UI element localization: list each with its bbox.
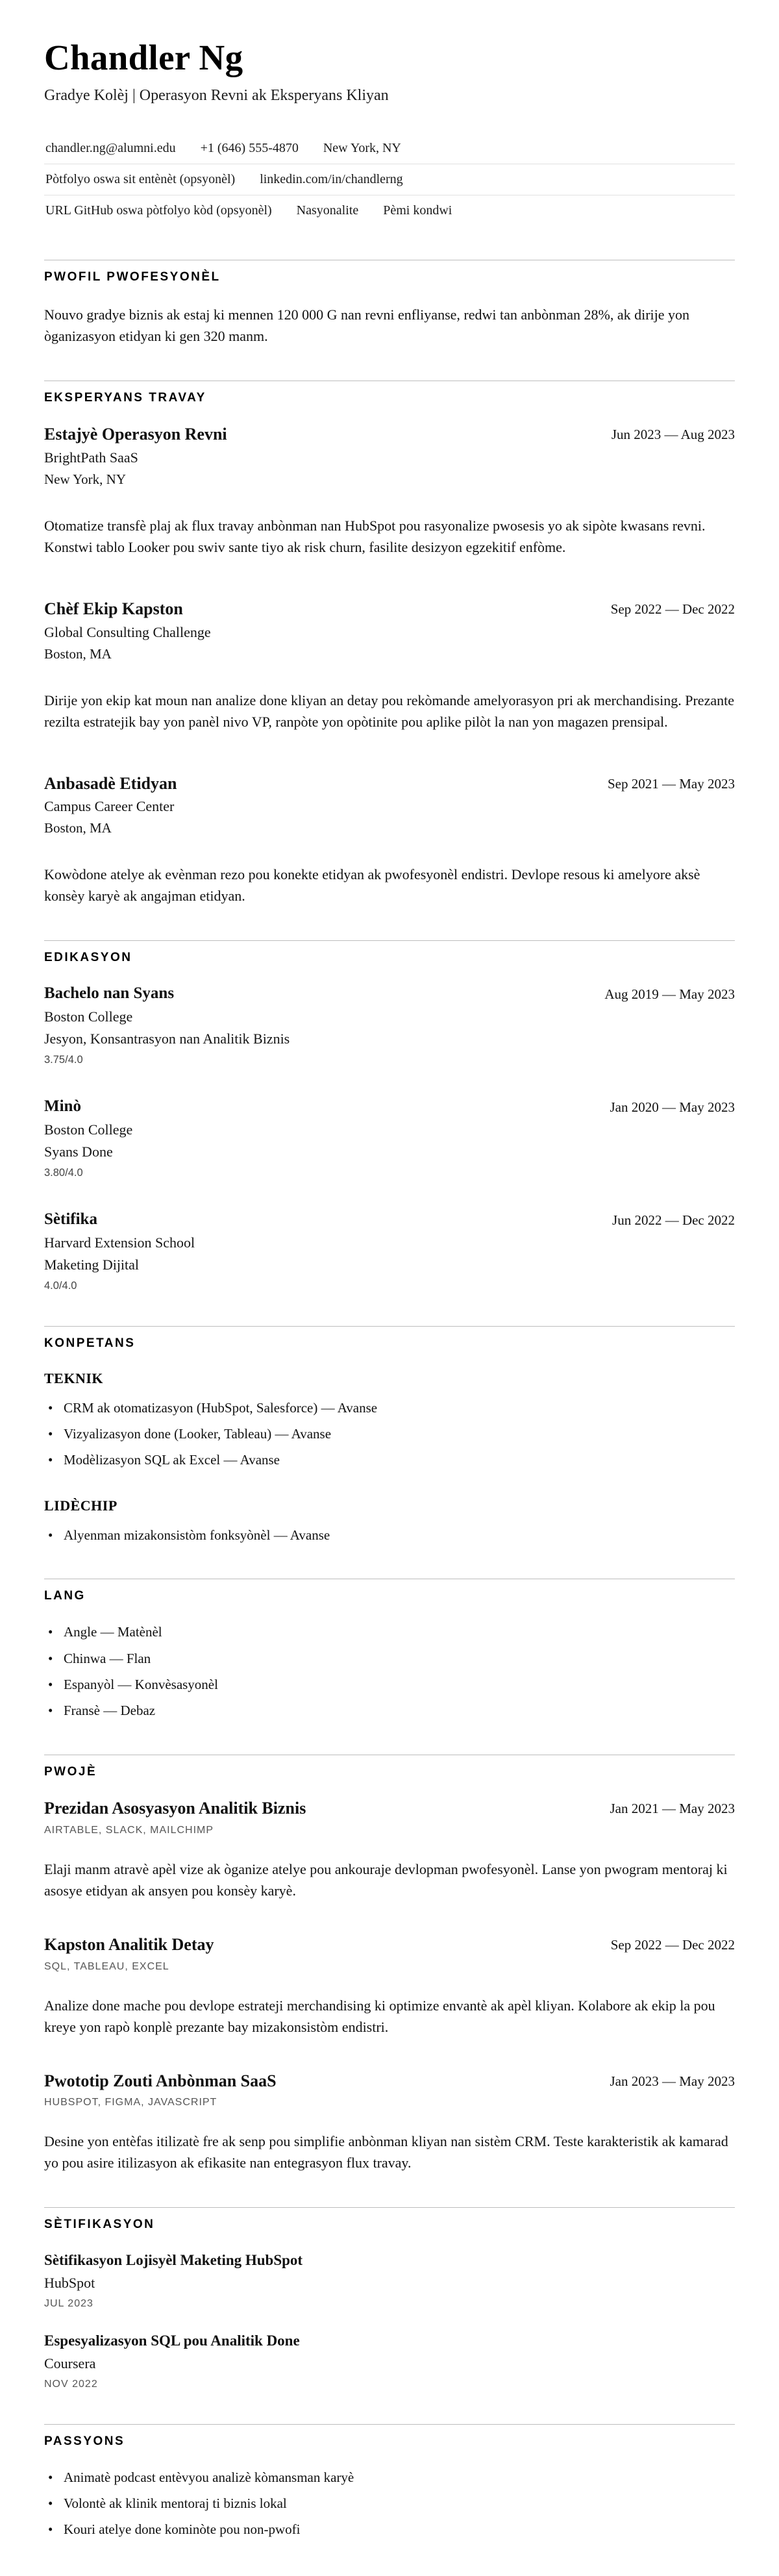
school-name: Harvard Extension School <box>44 1234 195 1251</box>
project-stack: SQL, TABLEAU, EXCEL <box>44 1960 169 1972</box>
passion-item: • Volontè ak klinik mentoraj ti biznis lokal <box>48 2494 735 2513</box>
project-entry <box>44 1799 735 1901</box>
candidate-name: Chandler Ng <box>44 38 243 77</box>
education-entry-head <box>44 1210 735 1292</box>
job-location: Boston, MA <box>44 645 112 662</box>
education-date-range: Jun 2022 — Dec 2022 <box>612 1212 735 1228</box>
education-entry-head <box>44 1097 735 1179</box>
experience-entry-left <box>44 599 211 662</box>
contact-item: Pòtfolyo oswa sit entènèt (opsyonèl) <box>45 171 236 186</box>
skill-item: • Alyenman mizakonsistòm fonksyònèl — Avanse <box>48 1526 735 1545</box>
job-description: Kowòdone atelye ak evènman rezo pou konekte etidyan ak pwofesyonèl endistri. Devlope resous ki amelyore aksè konsèy karyè ak angajman etidyan. <box>44 866 700 905</box>
contact-row <box>44 195 735 226</box>
company-name: BrightPath SaaS <box>44 449 138 466</box>
contact-row <box>44 164 735 195</box>
experience-entry-left <box>44 425 227 488</box>
education-entry <box>44 1210 735 1292</box>
contact-item: URL GitHub oswa pòtfolyo kòd (opsyonèl) <box>45 203 272 218</box>
job-title: Estajyè Operasyon Revni <box>44 424 227 444</box>
education-list <box>44 984 735 1292</box>
language-item: • Angle — Matènèl <box>48 1623 735 1642</box>
passion-item: • Kouri atelye done kominòte pou non-pwofi <box>48 2520 735 2539</box>
project-entry-left <box>44 2071 277 2109</box>
profile-summary: Nouvo gradye biznis ak estaj ki mennen 120 000 G nan revni enfliyanse, redwi tan anbònman 28%, ak dirije yon òganizasyon etidyan ki gen 320 manm. <box>44 306 690 344</box>
resume-header <box>44 39 735 226</box>
project-title: Kapston Analitik Detay <box>44 1934 214 1954</box>
skills-groups <box>44 1370 735 1545</box>
job-date-range: Sep 2021 — May 2023 <box>608 775 735 792</box>
education-date-range: Aug 2019 — May 2023 <box>604 986 735 1003</box>
skills-heading: KONPETANS <box>44 1336 136 1350</box>
project-entry-left <box>44 1799 306 1836</box>
company-name: Global Consulting Challenge <box>44 623 211 640</box>
certification-entry <box>44 2251 735 2310</box>
experience-entry-head <box>44 599 735 662</box>
degree-title: Bachelo nan Syans <box>44 984 175 1003</box>
projects-list <box>44 1799 735 2174</box>
contact-item: chandler.ng@alumni.edu <box>45 140 176 155</box>
certification-title: Sètifikasyon Lojisyèl Maketing HubSpot <box>44 2252 303 2269</box>
education-date-range: Jan 2020 — May 2023 <box>610 1099 735 1116</box>
education-entry <box>44 1097 735 1179</box>
experience-entry <box>44 599 735 732</box>
company-name: Campus Career Center <box>44 798 175 815</box>
section-passions <box>44 2424 735 2540</box>
experience-entry-head <box>44 774 735 837</box>
passions-heading: PASSYONS <box>44 2434 125 2448</box>
candidate-tagline: Gradye Kolèj | Operasyon Revni ak Eksperyans Kliyan <box>44 86 389 104</box>
certifications-heading: SÈTIFIKASYON <box>44 2218 155 2232</box>
certification-date: NOV 2022 <box>44 2378 98 2390</box>
project-stack: AIRTABLE, SLACK, MAILCHIMP <box>44 1824 214 1836</box>
section-projects <box>44 1755 735 2174</box>
degree-title: Sètifika <box>44 1210 97 1228</box>
certifications-list <box>44 2251 735 2390</box>
job-location: New York, NY <box>44 471 127 487</box>
job-location: Boston, MA <box>44 820 112 836</box>
project-entry-left <box>44 1935 214 1973</box>
gpa-value: 3.75/4.0 <box>44 1054 83 1066</box>
skill-item: • Modèlizasyon SQL ak Excel — Avanse <box>48 1451 735 1469</box>
gpa-value: 3.80/4.0 <box>44 1166 83 1179</box>
education-entry-head <box>44 984 735 1066</box>
project-entry-head <box>44 2071 735 2109</box>
certification-title: Espesyalizasyon SQL pou Analitik Done <box>44 2332 300 2349</box>
contact-row <box>44 133 735 164</box>
languages-list <box>44 1623 735 1721</box>
language-item: • Fransè — Debaz <box>48 1701 735 1720</box>
skill-list <box>44 1399 735 1470</box>
job-title: Anbasadè Etidyan <box>44 773 177 793</box>
experience-entry <box>44 774 735 907</box>
project-stack: HUBSPOT, FIGMA, JAVASCRIPT <box>44 2097 217 2108</box>
contact-item: +1 (646) 555-4870 <box>200 140 299 155</box>
languages-heading: LANG <box>44 1589 86 1603</box>
project-entry <box>44 2071 735 2174</box>
section-certifications <box>44 2207 735 2390</box>
education-entry-left <box>44 1210 195 1292</box>
project-entry-head <box>44 1935 735 1973</box>
education-heading: EDIKASYON <box>44 951 132 965</box>
education-entry-left <box>44 1097 132 1179</box>
job-date-range: Sep 2022 — Dec 2022 <box>610 601 735 617</box>
section-education <box>44 940 735 1292</box>
section-skills <box>44 1326 735 1545</box>
profile-heading: PWOFIL PWOFESYONÈL <box>44 269 221 284</box>
projects-heading: PWOJÈ <box>44 1764 97 1779</box>
project-entry <box>44 1935 735 2038</box>
skill-group-name: LIDÈCHIP <box>44 1497 117 1514</box>
passions-list <box>44 2468 735 2540</box>
education-entry-left <box>44 984 290 1066</box>
language-item: • Chinwa — Flan <box>48 1649 735 1668</box>
project-description: Analize done mache pou devlope estrateji merchandising ki optimize envantè ak apèl kliyan. Kolabore ak ekip la pou kreye yon rapò konplè prezante bay mizakonsistòm endistri. <box>44 1997 715 2035</box>
section-languages <box>44 1579 735 1721</box>
degree-title: Minò <box>44 1097 81 1116</box>
job-description: Otomatize transfè plaj ak flux travay anbònman nan HubSpot pou rasyonalize pwosesis yo ak sipòte kwasans revni. Konstwi tablo Looker pou swiv sante tiyo ak risk churn, fasilite desizyon egzekitif enfòme. <box>44 517 706 555</box>
passion-item: • Animatè podcast entèvyou analizè kòmansman karyè <box>48 2468 735 2487</box>
field-of-study: Jesyon, Konsantrasyon nan Analitik Biznis <box>44 1031 290 1047</box>
contact-item: New York, NY <box>323 140 401 155</box>
project-date-range: Jan 2021 — May 2023 <box>610 1800 735 1816</box>
contact-block <box>44 133 735 226</box>
project-description: Desine yon entèfas itilizatè fre ak senp pou simplifie anbònman kliyan nan sistèm CRM. Teste karakteristik ak kamarad yo pou asire itilizasyon ak efikasite nan entegrasyon flux travay. <box>44 2133 728 2171</box>
job-date-range: Jun 2023 — Aug 2023 <box>611 426 735 442</box>
project-date-range: Jan 2023 — May 2023 <box>610 2073 735 2089</box>
skill-group-name: TEKNIK <box>44 1369 104 1386</box>
gpa-value: 4.0/4.0 <box>44 1279 77 1292</box>
education-entry <box>44 984 735 1066</box>
field-of-study: Maketing Dijital <box>44 1256 140 1273</box>
contact-item: Pèmi kondwi <box>383 203 452 218</box>
job-title: Chèf Ekip Kapston <box>44 599 183 618</box>
contact-item: linkedin.com/in/chandlerng <box>260 171 403 186</box>
skill-group <box>44 1370 735 1470</box>
field-of-study: Syans Done <box>44 1143 113 1160</box>
language-item: • Espanyòl — Konvèsasyonèl <box>48 1675 735 1694</box>
contact-item: Nasyonalite <box>296 203 359 218</box>
project-title: Prezidan Asosyasyon Analitik Biznis <box>44 1798 306 1818</box>
project-description: Elaji manm atravè apèl vize ak òganize atelye pou ankouraje devlopman pwofesyonèl. Lanse yon pwogram mentoraj ki asosye etidyan ak ansyen pou konsèy karyè. <box>44 1860 728 1899</box>
certification-issuer: Coursera <box>44 2355 96 2371</box>
school-name: Boston College <box>44 1008 133 1025</box>
project-title: Pwototip Zouti Anbònman SaaS <box>44 2071 277 2090</box>
skill-item: • Vizyalizasyon done (Looker, Tableau) — Avanse <box>48 1425 735 1444</box>
skill-item: • CRM ak otomatizasyon (HubSpot, Salesforce) — Avanse <box>48 1399 735 1418</box>
certification-entry <box>44 2332 735 2390</box>
experience-heading: EKSPERYANS TRAVAY <box>44 390 206 405</box>
skill-list <box>44 1526 735 1545</box>
project-date-range: Sep 2022 — Dec 2022 <box>610 1936 735 1953</box>
certification-date: JUL 2023 <box>44 2298 93 2310</box>
experience-entry <box>44 425 735 558</box>
section-experience <box>44 381 735 907</box>
certification-issuer: HubSpot <box>44 2275 95 2292</box>
experience-entry-left <box>44 774 177 837</box>
job-description: Dirije yon ekip kat moun nan analize done kliyan an detay pou rekòmande amelyorasyon pri ak merchandising. Prezante rezilta estratejik bay yon panèl nivo VP, ranpòte yon opòtinite pou aplike pilòt la nan yon magazen prensipal. <box>44 692 734 730</box>
experience-entry-head <box>44 425 735 488</box>
section-profile <box>44 260 735 347</box>
project-entry-head <box>44 1799 735 1836</box>
school-name: Boston College <box>44 1121 133 1138</box>
experience-list <box>44 425 735 907</box>
skill-group <box>44 1497 735 1545</box>
